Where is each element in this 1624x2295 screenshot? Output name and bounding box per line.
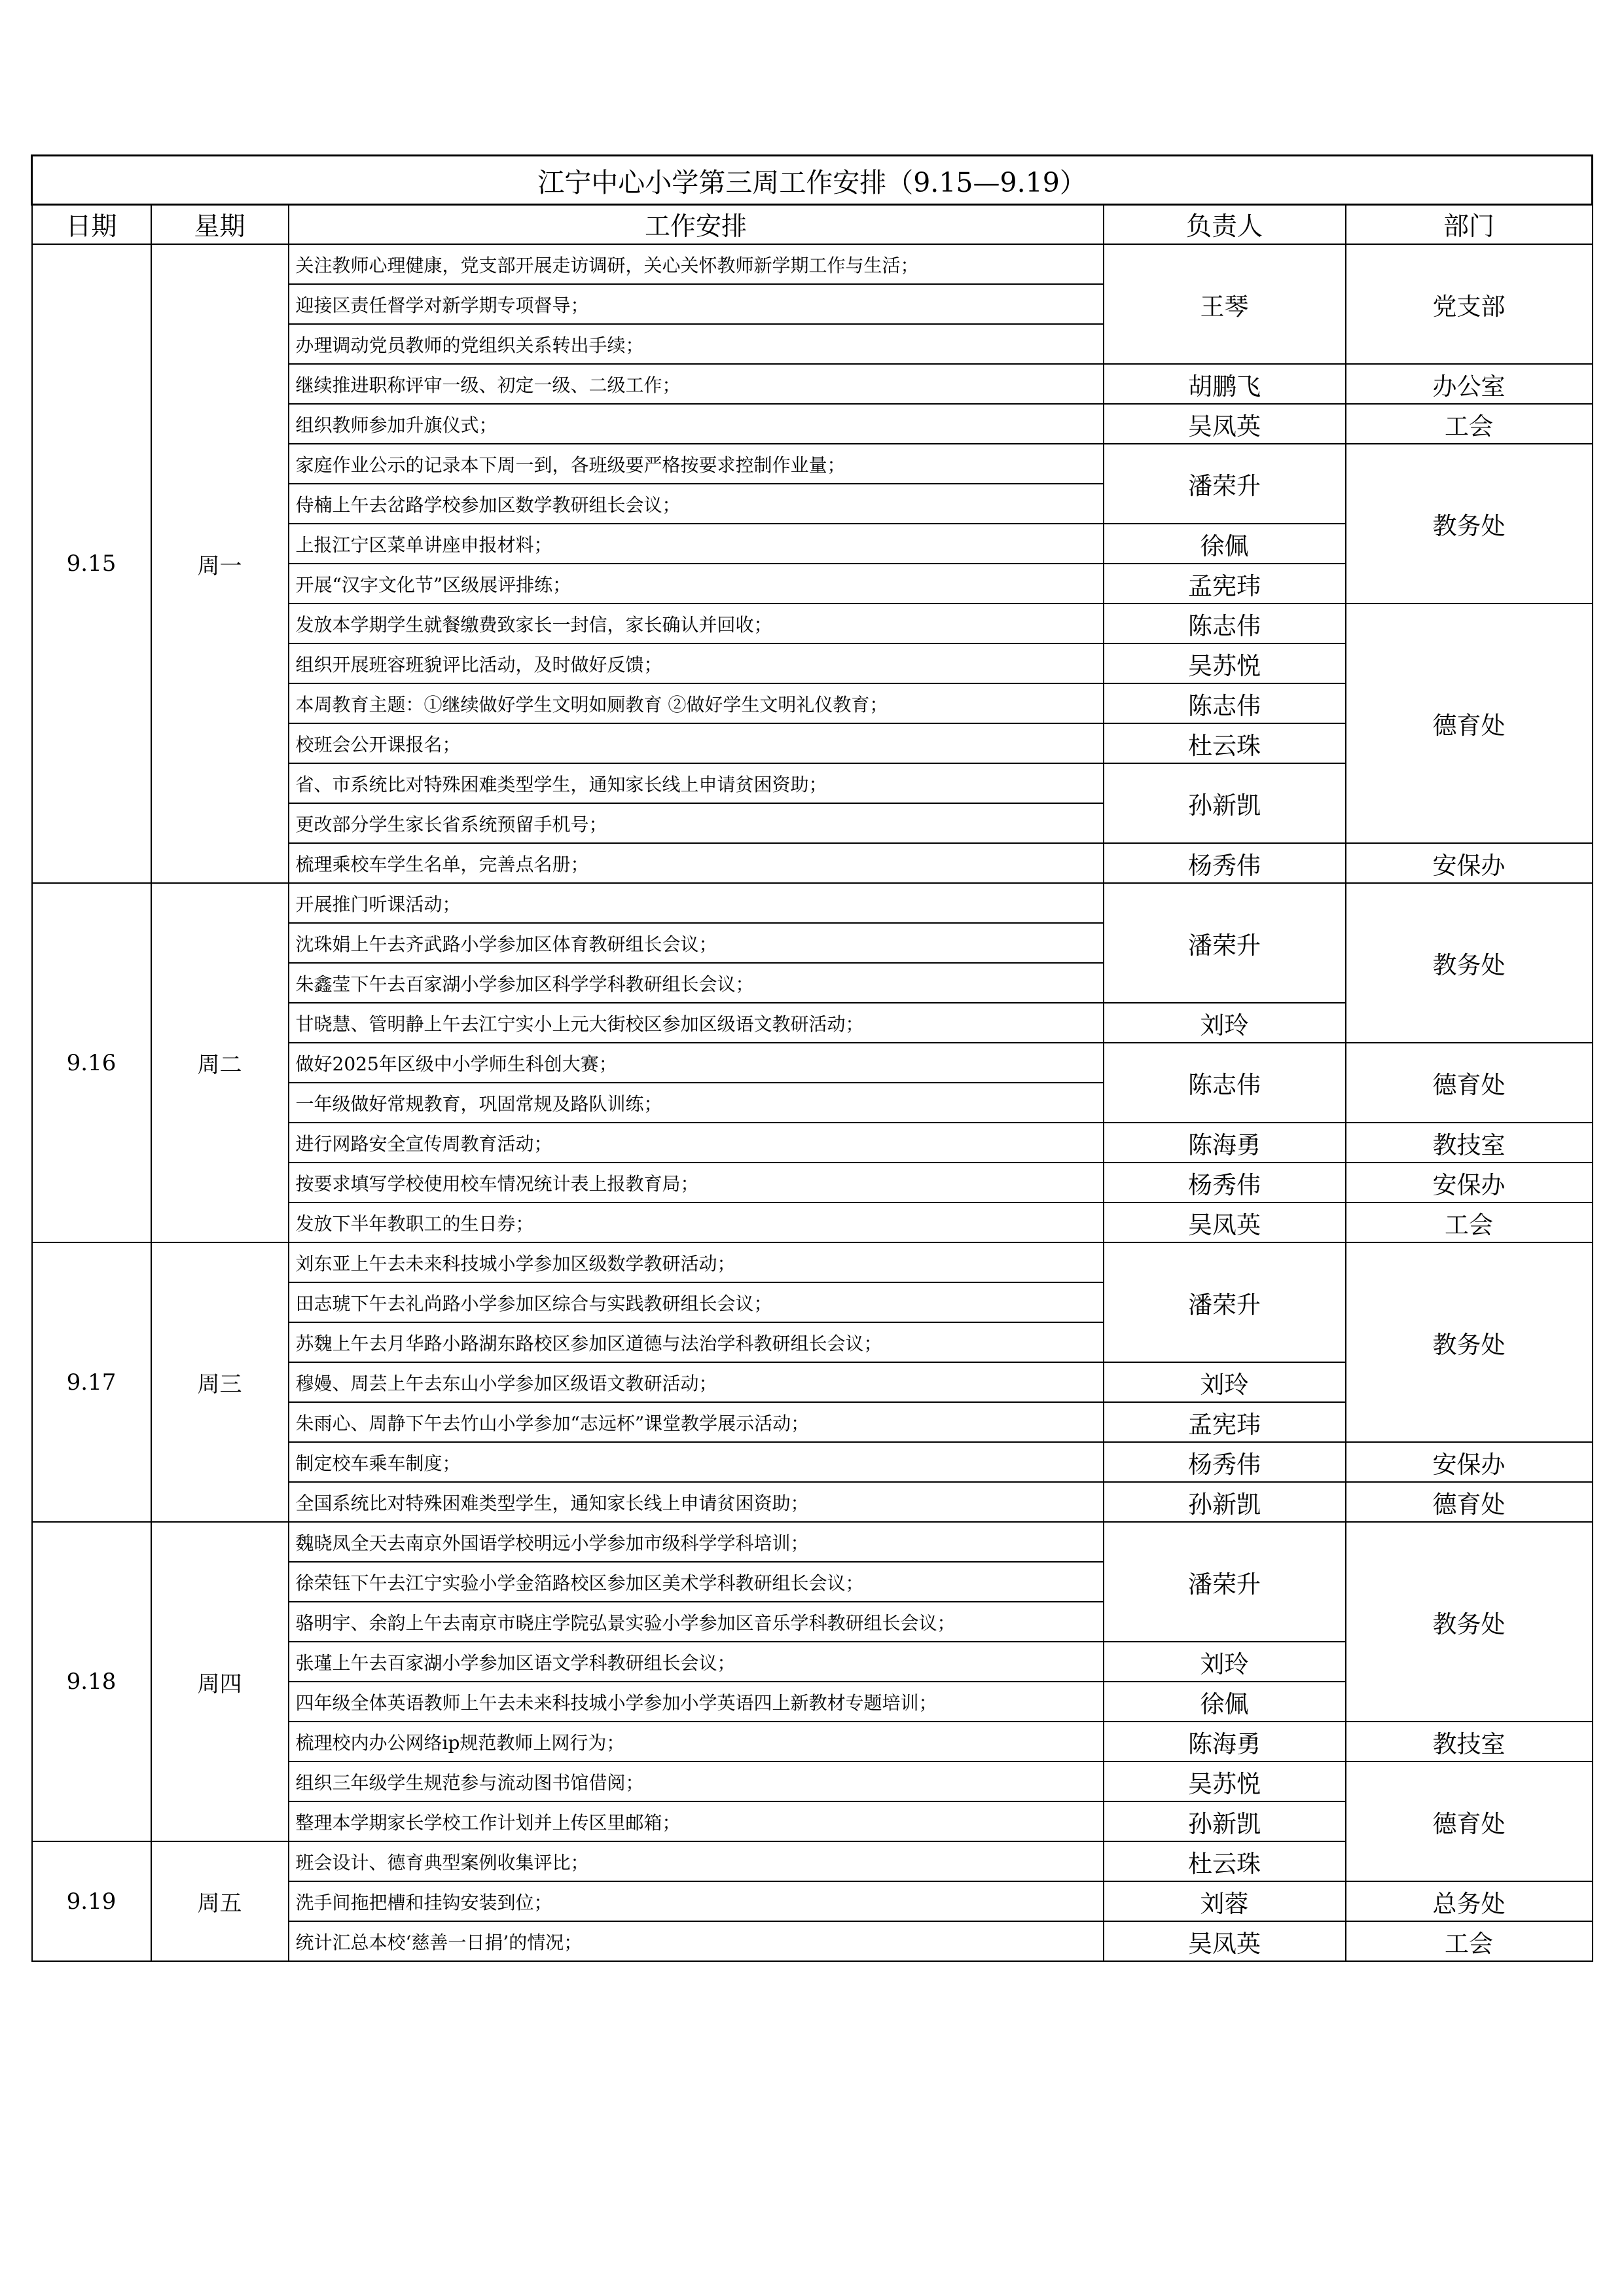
task-cell: 梳理校内办公网络ip规范教师上网行为； xyxy=(289,1722,1104,1762)
task-cell: 全国系统比对特殊困难类型学生，通知家长线上申请贫困资助； xyxy=(289,1482,1104,1522)
task-cell: 迎接区责任督学对新学期专项督导； xyxy=(289,284,1104,324)
task-cell: 开展推门听课活动； xyxy=(289,883,1104,923)
person-cell: 杨秀伟 xyxy=(1104,1163,1346,1202)
department-cell: 总务处 xyxy=(1346,1881,1593,1921)
task-cell: 关注教师心理健康，党支部开展走访调研，关心关怀教师新学期工作与生活； xyxy=(289,244,1104,284)
task-cell: 发放下半年教职工的生日券； xyxy=(289,1202,1104,1242)
task-cell: 制定校车乘车制度； xyxy=(289,1442,1104,1482)
task-cell: 沈珠娟上午去齐武路小学参加区体育教研组长会议； xyxy=(289,923,1104,963)
person-cell: 陈志伟 xyxy=(1104,1043,1346,1123)
department-cell: 安保办 xyxy=(1346,1442,1593,1482)
department-cell: 教务处 xyxy=(1346,444,1593,604)
department-cell: 教务处 xyxy=(1346,1242,1593,1442)
person-cell: 刘玲 xyxy=(1104,1362,1346,1402)
person-cell: 杜云珠 xyxy=(1104,1841,1346,1881)
department-cell: 德育处 xyxy=(1346,1043,1593,1123)
task-cell: 洗手间拖把槽和挂钩安装到位； xyxy=(289,1881,1104,1921)
task-cell: 一年级做好常规教育，巩固常规及路队训练； xyxy=(289,1083,1104,1123)
person-cell: 吴苏悦 xyxy=(1104,1762,1346,1801)
department-cell: 工会 xyxy=(1346,1202,1593,1242)
date-cell: 9.19 xyxy=(32,1841,151,1961)
task-cell: 骆明宇、余韵上午去南京市晓庄学院弘景实验小学参加区音乐学科教研组长会议； xyxy=(289,1602,1104,1642)
person-cell: 杨秀伟 xyxy=(1104,843,1346,883)
task-cell: 省、市系统比对特殊困难类型学生，通知家长线上申请贫困资助； xyxy=(289,763,1104,803)
task-cell: 徐荣钰下午去江宁实验小学金箔路校区参加区美术学科教研组长会议； xyxy=(289,1562,1104,1602)
header-dept: 部门 xyxy=(1346,205,1593,245)
department-cell: 工会 xyxy=(1346,1921,1593,1961)
schedule-body xyxy=(32,156,1593,1962)
department-cell: 教务处 xyxy=(1346,1522,1593,1722)
task-cell: 开展“汉字文化节”区级展评排练； xyxy=(289,564,1104,604)
person-cell: 陈海勇 xyxy=(1104,1722,1346,1762)
person-cell: 吴凤英 xyxy=(1104,1202,1346,1242)
person-cell: 胡鹏飞 xyxy=(1104,364,1346,404)
task-cell: 按要求填写学校使用校车情况统计表上报教育局； xyxy=(289,1163,1104,1202)
header-date: 日期 xyxy=(32,205,151,245)
date-cell: 9.16 xyxy=(32,883,151,1242)
task-cell: 朱鑫莹下午去百家湖小学参加区科学学科教研组长会议； xyxy=(289,963,1104,1003)
department-cell: 教技室 xyxy=(1346,1722,1593,1762)
table-title: 江宁中心小学第三周工作安排（9.15—9.19） xyxy=(32,156,1593,205)
department-cell: 工会 xyxy=(1346,404,1593,444)
person-cell: 陈海勇 xyxy=(1104,1123,1346,1163)
task-cell: 本周教育主题：①继续做好学生文明如厕教育 ②做好学生文明礼仪教育； xyxy=(289,683,1104,723)
task-cell: 组织三年级学生规范参与流动图书馆借阅； xyxy=(289,1762,1104,1801)
person-cell: 孟宪玮 xyxy=(1104,1402,1346,1442)
person-cell: 陈志伟 xyxy=(1104,683,1346,723)
task-cell: 更改部分学生家长省系统预留手机号； xyxy=(289,803,1104,843)
department-cell: 安保办 xyxy=(1346,843,1593,883)
task-cell: 办理调动党员教师的党组织关系转出手续； xyxy=(289,324,1104,364)
task-cell: 魏晓凤全天去南京外国语学校明远小学参加市级科学学科培训； xyxy=(289,1522,1104,1562)
person-cell: 孙新凯 xyxy=(1104,1801,1346,1841)
date-cell: 9.17 xyxy=(32,1242,151,1522)
person-cell: 吴凤英 xyxy=(1104,1921,1346,1961)
task-cell: 田志琥下午去礼尚路小学参加区综合与实践教研组长会议； xyxy=(289,1282,1104,1322)
person-cell: 陈志伟 xyxy=(1104,604,1346,643)
department-cell: 德育处 xyxy=(1346,1762,1593,1881)
person-cell: 杜云珠 xyxy=(1104,723,1346,763)
person-cell: 刘玲 xyxy=(1104,1642,1346,1682)
task-cell: 四年级全体英语教师上午去未来科技城小学参加小学英语四上新教材专题培训； xyxy=(289,1682,1104,1722)
department-cell: 教技室 xyxy=(1346,1123,1593,1163)
task-cell: 梳理乘校车学生名单，完善点名册； xyxy=(289,843,1104,883)
person-cell: 潘荣升 xyxy=(1104,1522,1346,1642)
task-cell: 上报江宁区菜单讲座申报材料； xyxy=(289,524,1104,564)
task-cell: 整理本学期家长学校工作计划并上传区里邮箱； xyxy=(289,1801,1104,1841)
person-cell: 孙新凯 xyxy=(1104,1482,1346,1522)
date-cell: 9.18 xyxy=(32,1522,151,1841)
task-cell: 穆嫚、周芸上午去东山小学参加区级语文教研活动； xyxy=(289,1362,1104,1402)
person-cell: 杨秀伟 xyxy=(1104,1442,1346,1482)
task-cell: 做好2025年区级中小学师生科创大赛； xyxy=(289,1043,1104,1083)
task-cell: 朱雨心、周静下午去竹山小学参加“志远杯”课堂教学展示活动； xyxy=(289,1402,1104,1442)
person-cell: 潘荣升 xyxy=(1104,444,1346,524)
task-cell: 家庭作业公示的记录本下周一到，各班级要严格按要求控制作业量； xyxy=(289,444,1104,484)
person-cell: 孙新凯 xyxy=(1104,763,1346,843)
task-cell: 进行网路安全宣传周教育活动； xyxy=(289,1123,1104,1163)
person-cell: 潘荣升 xyxy=(1104,1242,1346,1362)
task-cell: 刘东亚上午去未来科技城小学参加区级数学教研活动； xyxy=(289,1242,1104,1282)
task-cell: 张瑾上午去百家湖小学参加区语文学科教研组长会议； xyxy=(289,1642,1104,1682)
weekday-cell: 周三 xyxy=(151,1242,289,1522)
department-cell: 办公室 xyxy=(1346,364,1593,404)
date-cell: 9.15 xyxy=(32,244,151,883)
header-person: 负责人 xyxy=(1104,205,1346,245)
person-cell: 潘荣升 xyxy=(1104,883,1346,1003)
title-row xyxy=(32,156,1593,205)
table-row xyxy=(32,883,1593,923)
person-cell: 刘玲 xyxy=(1104,1003,1346,1043)
person-cell: 徐佩 xyxy=(1104,1682,1346,1722)
department-cell: 安保办 xyxy=(1346,1163,1593,1202)
person-cell: 王琴 xyxy=(1104,244,1346,364)
task-cell: 苏魏上午去月华路小路湖东路校区参加区道德与法治学科教研组长会议； xyxy=(289,1322,1104,1362)
table-row xyxy=(32,244,1593,284)
weekday-cell: 周五 xyxy=(151,1841,289,1961)
department-cell: 德育处 xyxy=(1346,604,1593,843)
task-cell: 组织开展班容班貌评比活动，及时做好反馈； xyxy=(289,643,1104,683)
person-cell: 徐佩 xyxy=(1104,524,1346,564)
person-cell: 刘蓉 xyxy=(1104,1881,1346,1921)
person-cell: 孟宪玮 xyxy=(1104,564,1346,604)
table-row xyxy=(32,1522,1593,1562)
task-cell: 统计汇总本校‘慈善一日捐’的情况； xyxy=(289,1921,1104,1961)
task-cell: 侍楠上午去岔路学校参加区数学教研组长会议； xyxy=(289,484,1104,524)
schedule-table xyxy=(31,154,1593,1962)
department-cell: 教务处 xyxy=(1346,883,1593,1043)
task-cell: 发放本学期学生就餐缴费致家长一封信，家长确认并回收； xyxy=(289,604,1104,643)
weekday-cell: 周一 xyxy=(151,244,289,883)
person-cell: 吴凤英 xyxy=(1104,404,1346,444)
person-cell: 吴苏悦 xyxy=(1104,643,1346,683)
department-cell: 党支部 xyxy=(1346,244,1593,364)
task-cell: 班会设计、德育典型案例收集评比； xyxy=(289,1841,1104,1881)
task-cell: 校班会公开课报名； xyxy=(289,723,1104,763)
task-cell: 组织教师参加升旗仪式； xyxy=(289,404,1104,444)
task-cell: 继续推进职称评审一级、初定一级、二级工作； xyxy=(289,364,1104,404)
department-cell: 德育处 xyxy=(1346,1482,1593,1522)
table-row xyxy=(32,1242,1593,1282)
header-weekday: 星期 xyxy=(151,205,289,245)
weekday-cell: 周四 xyxy=(151,1522,289,1841)
header-row xyxy=(32,205,1593,245)
weekday-cell: 周二 xyxy=(151,883,289,1242)
task-cell: 甘晓慧、管明静上午去江宁实小上元大街校区参加区级语文教研活动； xyxy=(289,1003,1104,1043)
header-task: 工作安排 xyxy=(289,205,1104,245)
